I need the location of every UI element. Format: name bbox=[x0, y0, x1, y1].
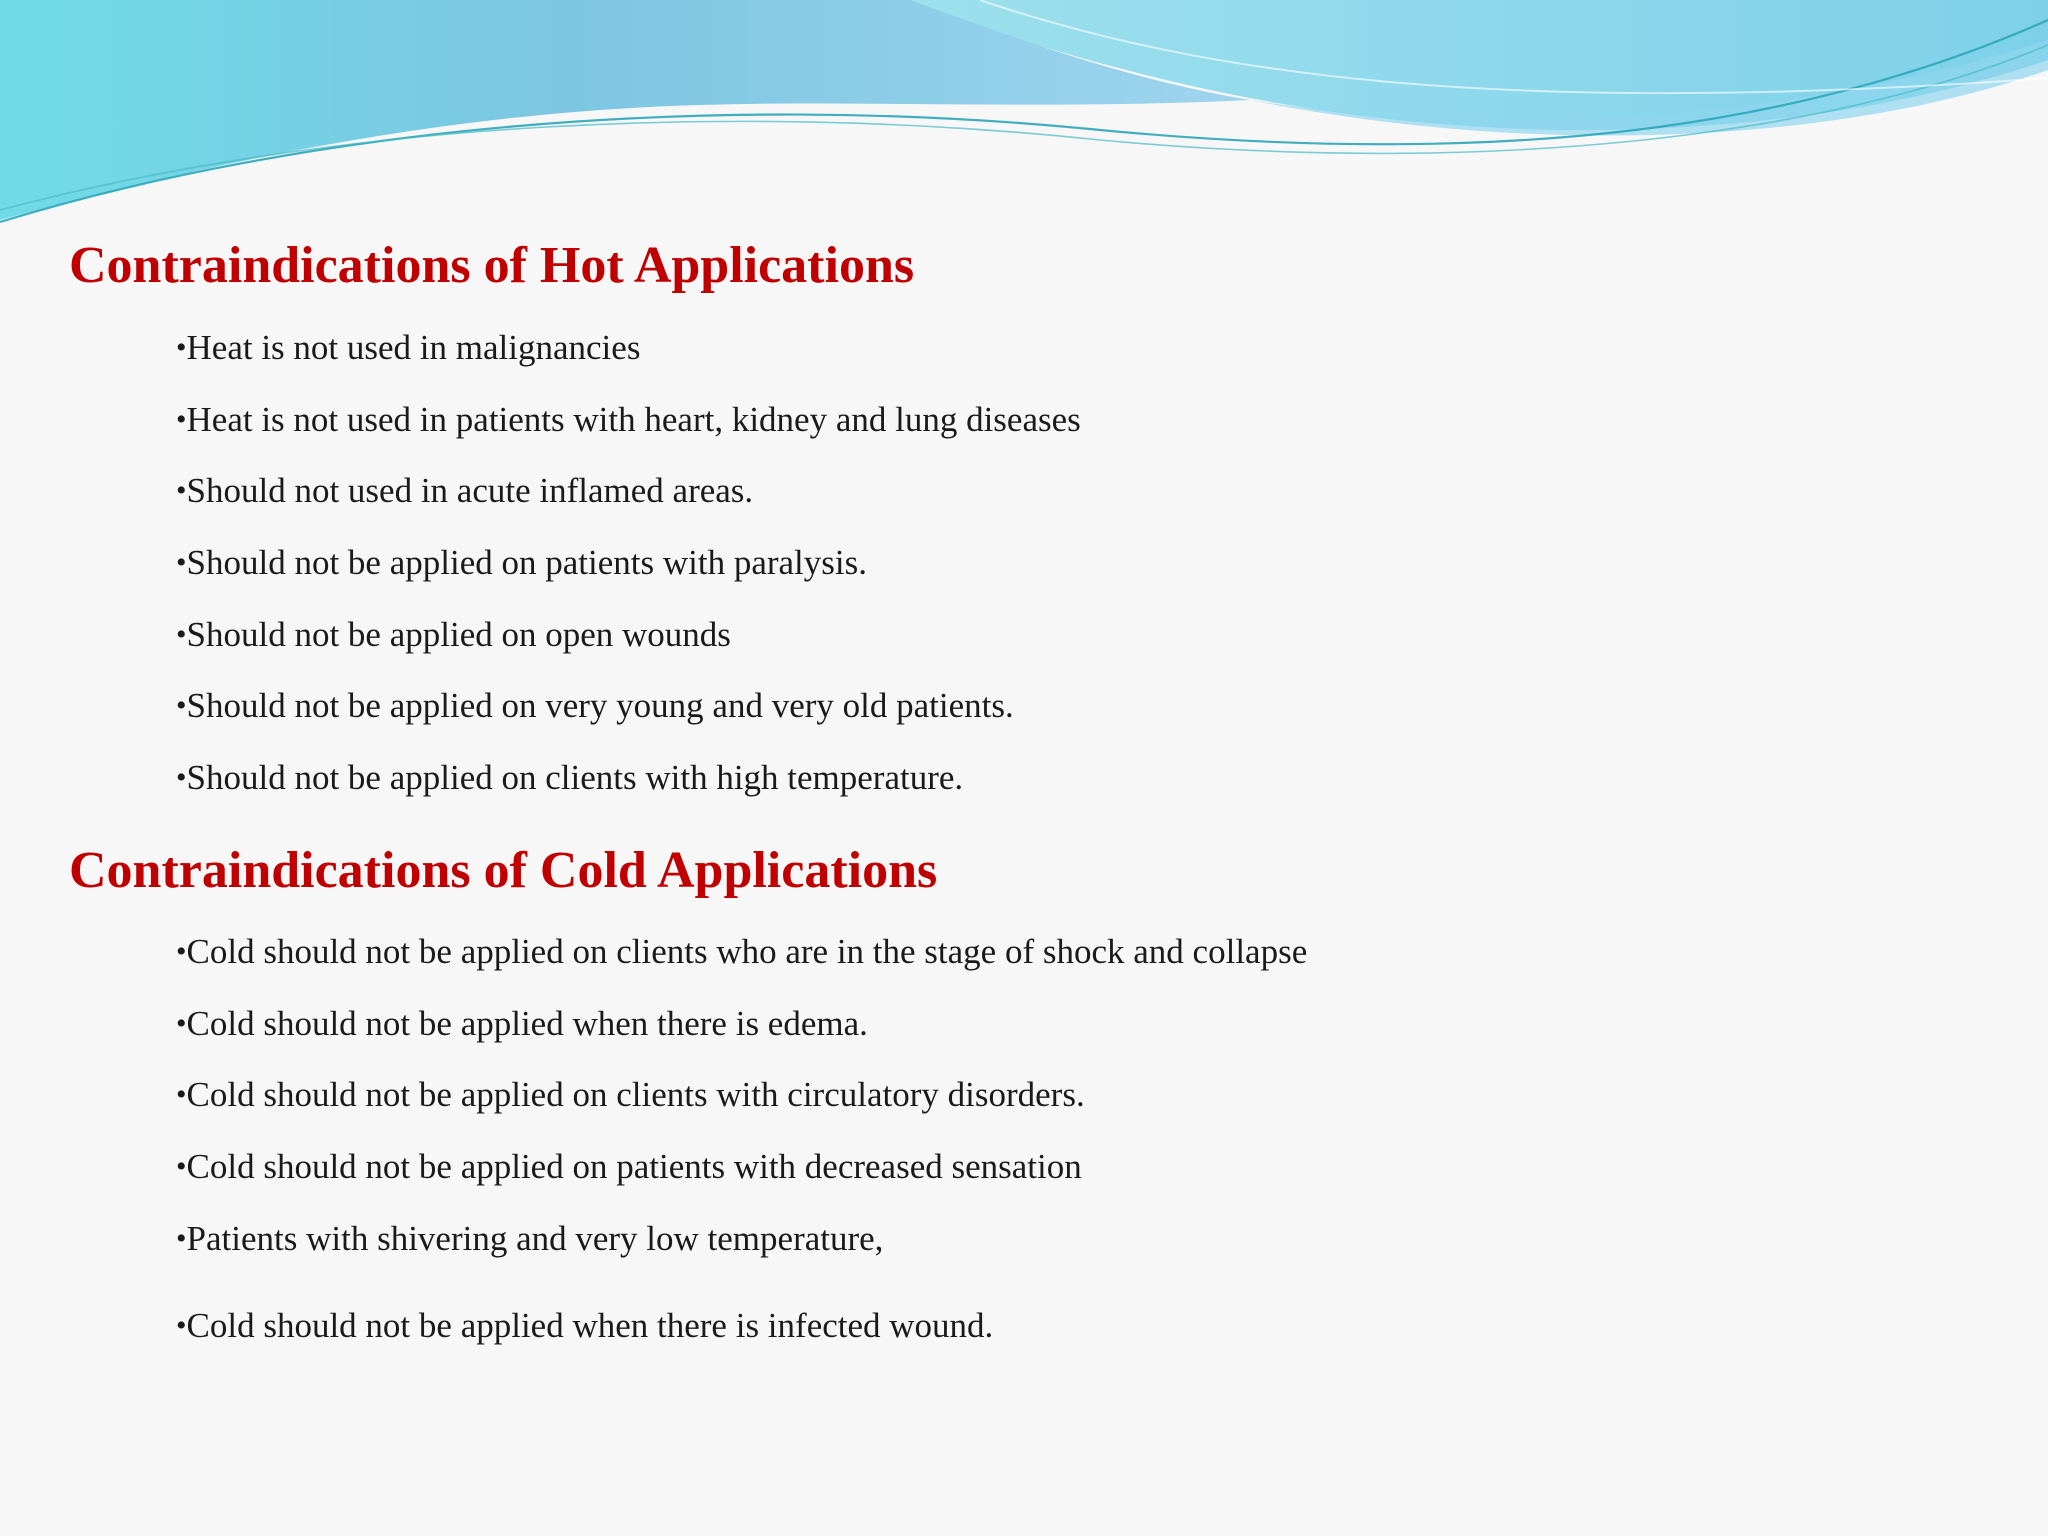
list-item-text: Should not be applied on patients with paralysis. bbox=[186, 543, 867, 583]
list-item-text: Cold should not be applied on clients with circulatory disorders. bbox=[186, 1075, 1085, 1115]
list-item bbox=[176, 330, 1081, 402]
bullet-icon: • bbox=[176, 935, 187, 968]
list-item bbox=[176, 399, 1081, 474]
bullet-icon: • bbox=[176, 1150, 187, 1184]
list-item-text: Should not be applied on clients with high temperature. bbox=[186, 758, 964, 798]
bullet-icon: • bbox=[176, 1221, 187, 1255]
list-item-text: Should not be applied on very young and very old patients. bbox=[186, 686, 1014, 726]
list-item bbox=[176, 760, 1081, 832]
heading-hot-applications: Contraindications of Hot Applications bbox=[69, 237, 915, 294]
bullet-icon: • bbox=[176, 546, 187, 580]
bullet-icon: • bbox=[176, 331, 187, 364]
list-item bbox=[176, 1218, 1307, 1293]
list-item bbox=[176, 1077, 1307, 1149]
bullet-icon: • bbox=[176, 689, 187, 723]
list-item-text: Heat is not used in malignancies bbox=[186, 328, 641, 367]
bullet-icon: • bbox=[176, 1309, 187, 1343]
decorative-wave-header bbox=[0, 0, 2048, 240]
list-item-text: Cold should not be applied on clients who are in the stage of shock and collapse bbox=[186, 932, 1308, 971]
list-item bbox=[176, 934, 1307, 1006]
list-item-text: Heat is not used in patients with heart, kidney and lung diseases bbox=[186, 399, 1081, 439]
list-item-text: Should not be applied on open wounds bbox=[186, 614, 731, 654]
list-item bbox=[176, 545, 1081, 617]
list-item-text: Should not used in acute inflamed areas. bbox=[186, 471, 754, 511]
list-item bbox=[176, 688, 1081, 760]
list-item bbox=[176, 1003, 1307, 1078]
bullet-icon: • bbox=[176, 402, 187, 436]
bullet-icon: • bbox=[176, 1078, 187, 1112]
list-hot-contraindications bbox=[176, 330, 1081, 832]
bullet-icon: • bbox=[176, 1006, 187, 1040]
list-item bbox=[176, 473, 1081, 545]
heading-cold-applications: Contraindications of Cold Applications bbox=[69, 842, 938, 899]
list-cold-contraindications bbox=[176, 934, 1307, 1380]
list-item-text: Cold should not be applied on patients with decreased sensation bbox=[186, 1147, 1082, 1187]
list-item-text: Cold should not be applied when there is infected wound. bbox=[186, 1306, 994, 1346]
list-item bbox=[176, 1149, 1307, 1221]
list-item-text: Cold should not be applied when there is edema. bbox=[186, 1003, 868, 1043]
list-item bbox=[176, 1308, 1307, 1380]
list-item-text: Patients with shivering and very low temperature, bbox=[186, 1218, 884, 1258]
bullet-icon: • bbox=[176, 474, 187, 508]
bullet-icon: • bbox=[176, 617, 187, 651]
list-item bbox=[176, 614, 1081, 689]
bullet-icon: • bbox=[176, 761, 187, 795]
